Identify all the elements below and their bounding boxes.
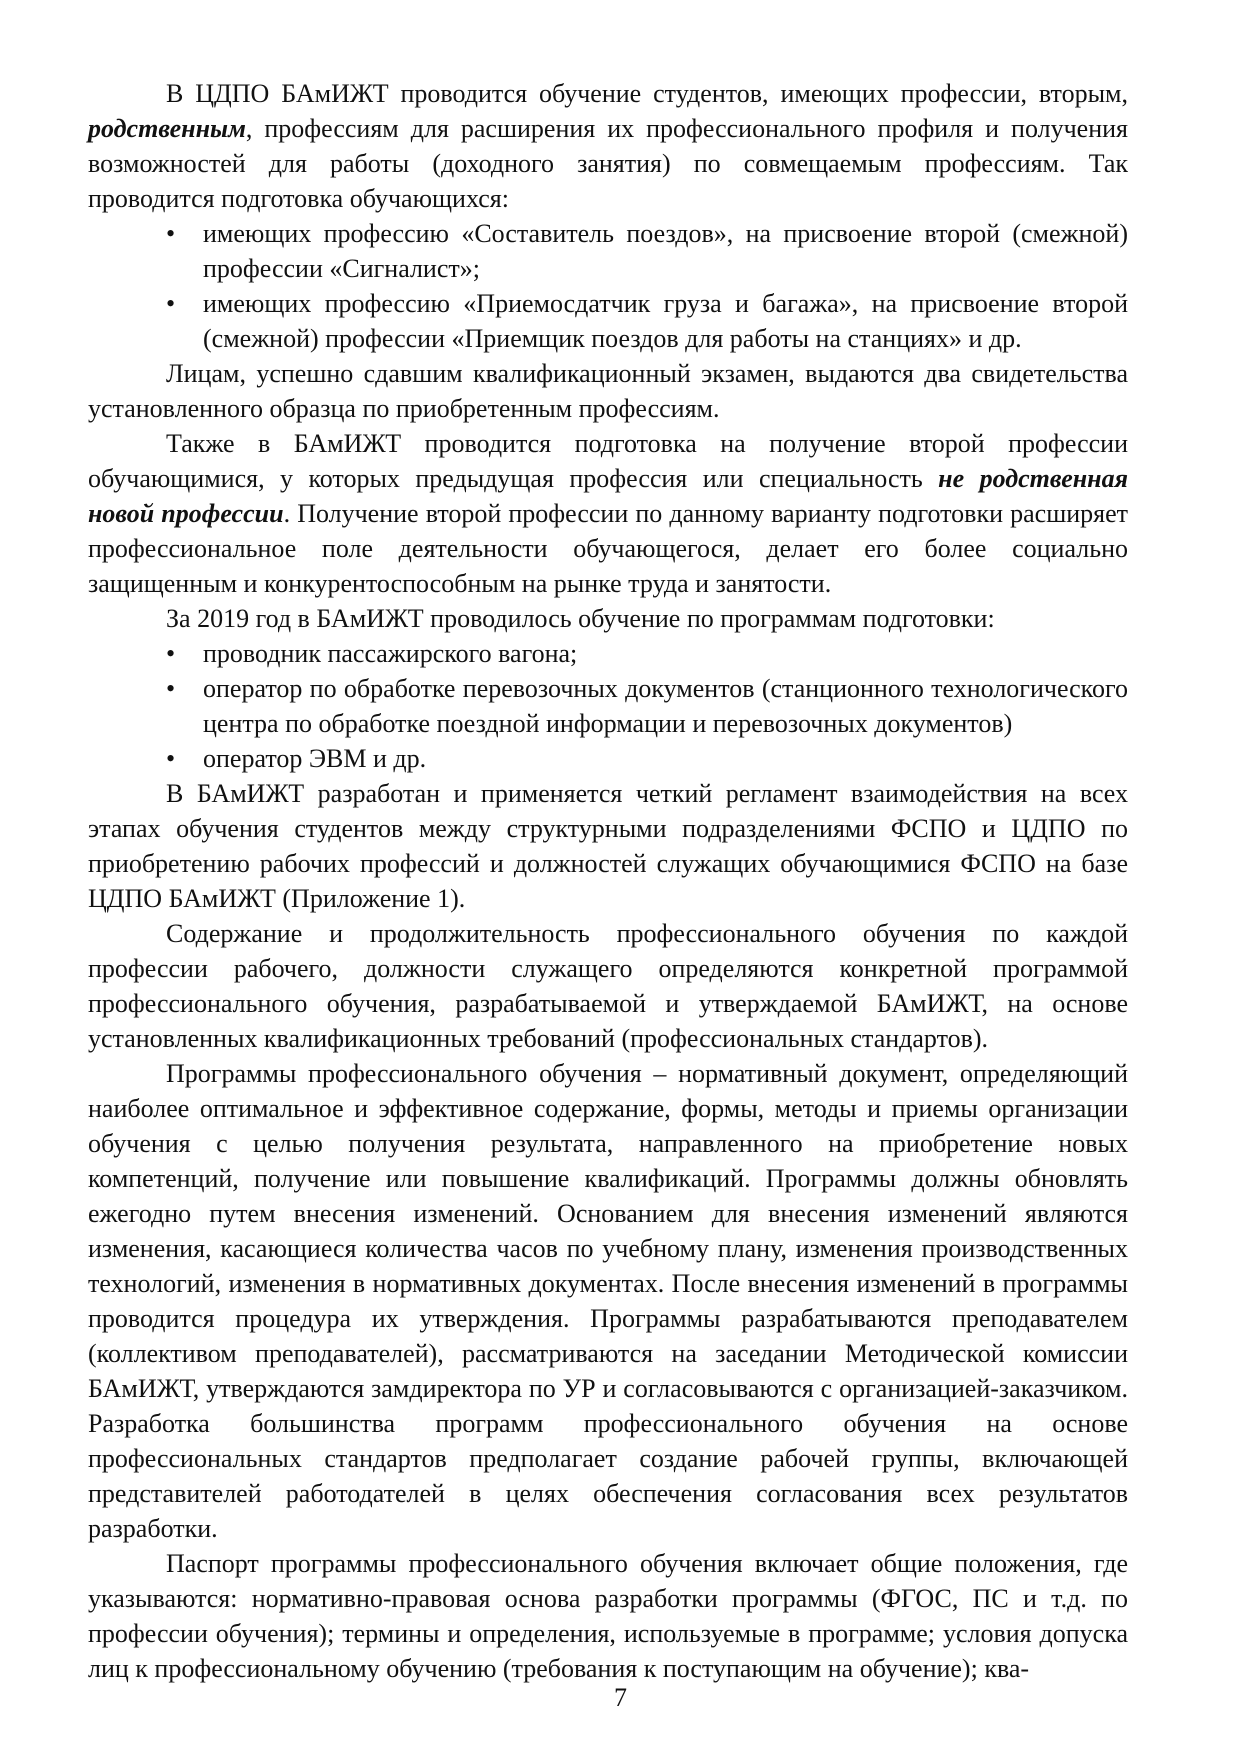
page-number: 7 <box>614 1683 627 1712</box>
bullet-icon: • <box>166 219 176 248</box>
list-item: • имеющих профессию «Приемосдатчик груза и багажа», на присвоение второй (смежной) профессии «Приемщик поездов для работы на станциях» и др. <box>88 286 1128 356</box>
list-item: • имеющих профессию «Составитель поездов», на присвоение второй (смежной) профессии «Сигналист»; <box>88 216 1128 286</box>
emphasis-related: родственным <box>88 114 246 143</box>
paragraph-2: Лицам, успешно сдавшим квалификационный экзамен, выдаются два свидетельства установленного образца по приобретенным профессиям. <box>88 359 1128 423</box>
paragraph-5: В БАмИЖТ разработан и применяется четкий регламент взаимодействия на всех этапах обучения студентов между структурными подразделениями ФСПО и ЦДПО по приобретению рабочих профессий и должностей служащих обучающимися ФСПО на базе ЦДПО БАмИЖТ (Приложение 1). <box>88 779 1128 913</box>
bullet-icon: • <box>166 674 176 703</box>
paragraph-3: Также в БАмИЖТ проводится подготовка на получение второй профессии обучающимися, у которых предыдущая профессия или специальность не родственная новой профессии. Получение второй профессии по данному варианту подготовки расширяет профессиональное поле деятельности обучающегося, делает его более социально защищенным и конкурентоспособным на рынке труда и занятости. <box>88 429 1128 598</box>
list-item: • оператор по обработке перевозочных документов (станционного технологического центра по обработке поездной информации и перевозочных документов) <box>88 671 1128 741</box>
list-item: • оператор ЭВМ и др. <box>88 741 1128 776</box>
bullet-list-1 <box>88 216 1128 356</box>
paragraph-4: За 2019 год в БАмИЖТ проводилось обучение по программам подготовки: <box>166 604 995 633</box>
paragraph-1: В ЦДПО БАмИЖТ проводится обучение студентов, имеющих профессии, вторым, родственным, профессиям для расширения их профессионального профиля и получения возможностей для работы (доходного занятия) по совмещаемым профессиям. Так проводится подготовка обучающихся: <box>88 79 1128 213</box>
emphasis-unrelated: не родственная новой профессии <box>88 464 1128 528</box>
bullet-icon: • <box>166 289 176 318</box>
bullet-icon: • <box>166 639 176 668</box>
paragraph-6: Содержание и продолжительность профессионального обучения по каждой профессии рабочего, должности служащего определяются конкретной программой профессионального обучения, разрабатываемой и утверждаемой БАмИЖТ, на основе установленных квалификационных требований (профессиональных стандартов). <box>88 919 1128 1053</box>
paragraph-7: Программы профессионального обучения – нормативный документ, определяющий наиболее оптимальное и эффективное содержание, формы, методы и приемы организации обучения с целью получения результата, направленного на приобретение новых компетенций, получение или повышение квалификаций. Программы должны обновлять ежегодно путем внесения изменений. Основанием для внесения изменений являются изменения, касающиеся количества часов по учебному плану, изменения производственных технологий, изменения в нормативных документах. После внесения изменений в программы проводится процедура их утверждения. Программы разрабатываются преподавателем (коллективом преподавателей), рассматриваются на заседании Методической комиссии БАмИЖТ, утверждаются замдиректора по УР и согласовываются с организацией-заказчиком. Разработка большинства программ профессионального обучения на основе профессиональных стандартов предполагает создание рабочей группы, включающей представителей работодателей в целях обеспечения согласования всех результатов разработки. <box>88 1059 1128 1543</box>
bullet-icon: • <box>166 744 176 773</box>
list-item: • проводник пассажирского вагона; <box>88 636 1128 671</box>
document-body <box>88 76 1128 1686</box>
paragraph-8: Паспорт программы профессионального обучения включает общие положения, где указываются: нормативно-правовая основа разработки программы (ФГОС, ПС и т.д. по профессии обучения); термины и определения, используемые в программе; условия допуска лиц к профессиональному обучению (требования к поступающим на обучение); ква- <box>88 1549 1128 1683</box>
bullet-list-2 <box>88 636 1128 776</box>
